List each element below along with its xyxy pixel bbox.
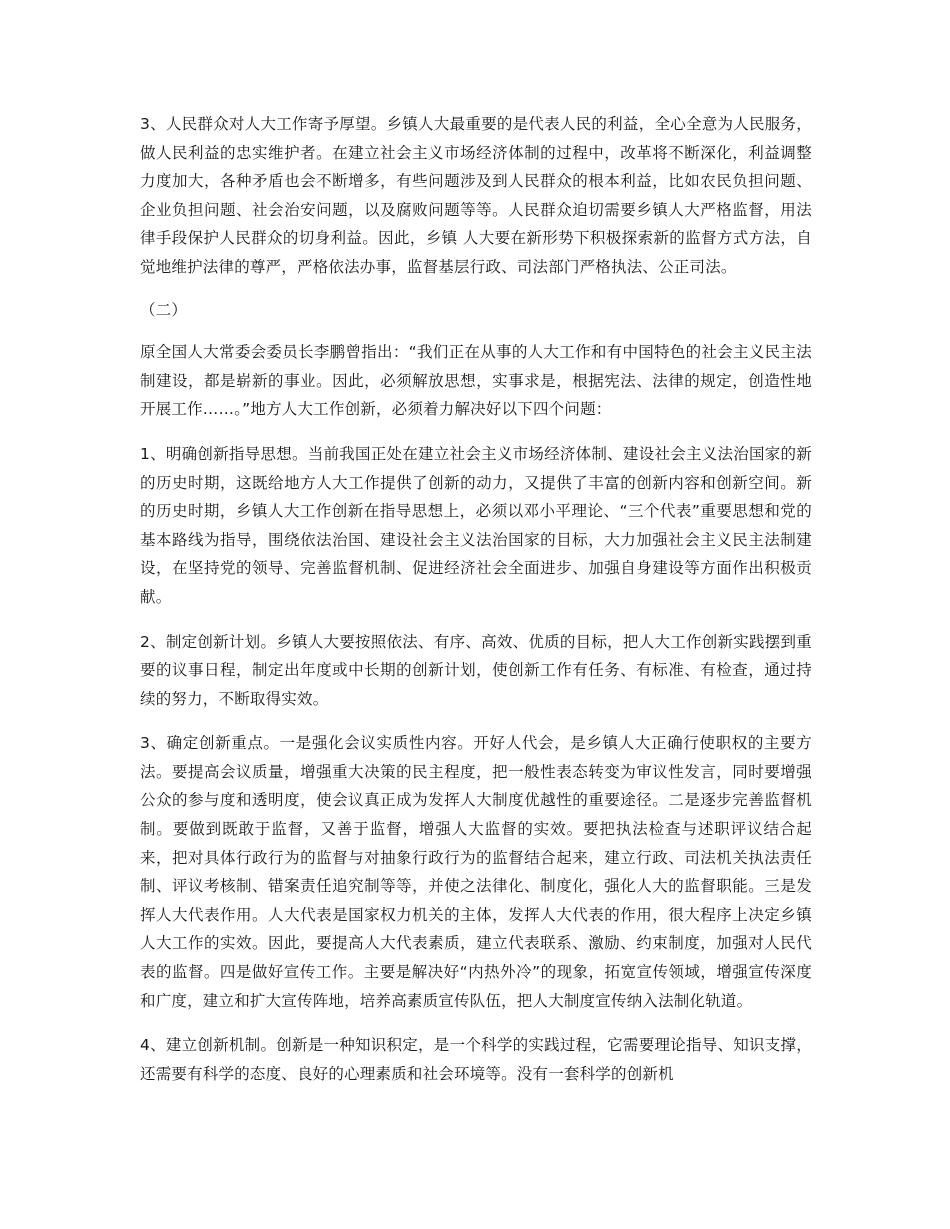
paragraph-innovation-mechanism: 4、建立创新机制。创新是一种知识积定，是一个科学的实践过程，它需要理论指导、知识支撑，还需要有科学的态度、良好的心理素质和社会环境等。没有一套科学的创新机	[140, 1036, 812, 1083]
paragraph-li-peng-quote: 原全国人大常委会委员长李鹏曾指出：“我们正在从事的人大工作和有中国特色的社会主义民主法制建设，都是崭新的事业。因此，必须解放思想，实事求是，根据宪法、法律的规定，创造性地开展工作……。”地方人大工作创新，必须着力解决好以下四个问题：	[140, 343, 812, 419]
section-heading-two: （二）	[140, 300, 188, 319]
document-page	[140, 110, 812, 1104]
paragraph-public-expectation: 3、人民群众对人大工作寄予厚望。乡镇人大最重要的是代表人民的利益，全心全意为人民服务，做人民利益的忠实维护者。在建立社会主义市场经济体制的过程中，改革将不断深化，利益调整力度加大，各种矛盾也会不断增多，有些问题涉及到人民群众的根本利益，比如农民负担问题、企业负担问题、社会治安问题，以及腐败问题等等。人民群众迫切需要乡镇人大严格监督，用法律手段保护人民群众的切身利益。因此，乡镇 人大要在新形势下积极探索新的监督方式方法，自觉地维护法律的尊严，严格依法办事，监督基层行政、司法部门严格执法、公正司法。	[140, 115, 812, 276]
paragraph-innovation-plan: 2、制定创新计划。乡镇人大要按照依法、有序、高效、优质的目标，把人大工作创新实践摆到重要的议事日程，制定出年度或中长期的创新计划，使创新工作有任务、有标准、有检查，通过持续的努力，不断取得实效。	[140, 632, 812, 708]
paragraph-innovation-focus: 3、确定创新重点。一是强化会议实质性内容。开好人代会，是乡镇人大正确行使职权的主要方法。要提高会议质量，增强重大决策的民主程度，把一般性表态转变为审议性发言，同时要增强公众的参与度和透明度，使会议真正成为发挥人大制度优越性的重要途径。二是逐步完善监督机制。要做到既敢于监督，又善于监督，增强人大监督的实效。要把执法检查与述职评议结合起来，把对具体行政行为的监督与对抽象行政行为的监督结合起来，建立行政、司法机关执法责任制、评议考核制、错案责任追究制等等，并使之法律化、制度化，强化人大的监督职能。三是发挥人大代表作用。人大代表是国家权力机关的主体，发挥人大代表的作用，很大程序上决定乡镇人大工作的实效。因此，要提高人大代表素质，建立代表联系、激励、约束制度，加强对人民代表的监督。四是做好宣传工作。主要是解决好“内热外冷”的现象，拓宽宣传领域，增强宣传深度和广度，建立和扩大宣传阵地，培养高素质宣传队伍，把人大制度宣传纳入法制化轨道。	[140, 734, 812, 1010]
paragraph-guiding-ideology: 1、明确创新指导思想。当前我国正处在建立社会主义市场经济体制、建设社会主义法治国家的新的历史时期，这既给地方人大工作提供了创新的动力，又提供了丰富的创新内容和创新空间。新的历史时期，乡镇人大工作创新在指导思想上，必须以邓小平理论、“三个代表”重要思想和党的基本路线为指导，围绕依法治国、建设社会主义法治国家的目标，大力加强社会主义民主法制建设，在坚持党的领导、完善监督机制、促进经济社会全面进步、加强自身建设等方面作出积极贡献。	[140, 444, 812, 606]
